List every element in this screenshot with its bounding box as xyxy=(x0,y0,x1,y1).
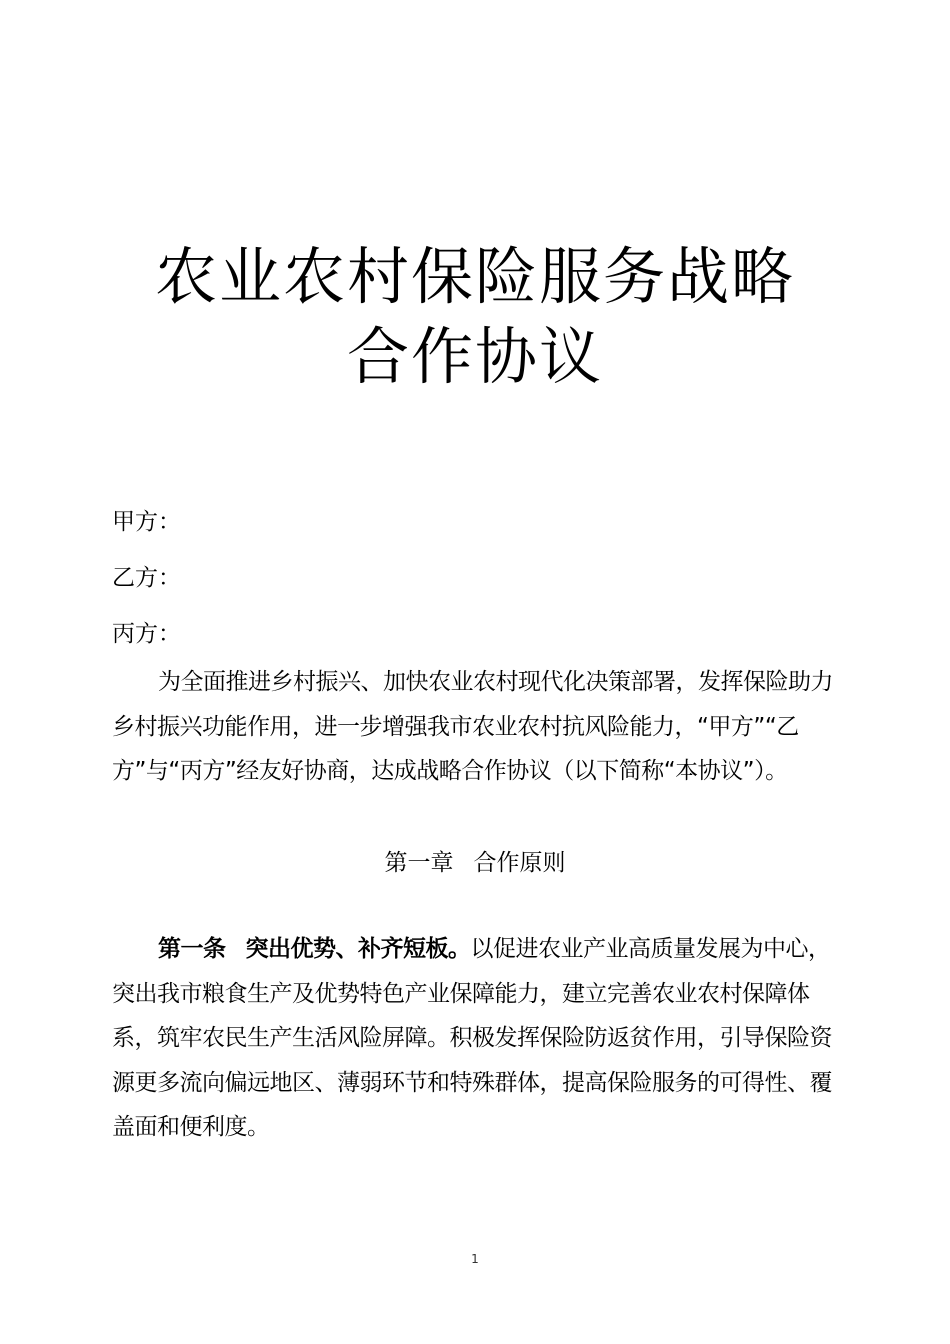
party-a-label: 甲方： xyxy=(112,509,181,535)
article-1-title: 突出优势、补齐短板。 xyxy=(245,936,471,962)
article-1-paragraph xyxy=(112,927,842,1150)
document-title-line2: 合作协议 xyxy=(346,320,603,393)
chapter-number: 第一章 xyxy=(384,850,454,876)
party-b-label: 乙方： xyxy=(112,565,181,591)
document-title-line1: 农业农村保险服务战略 xyxy=(154,240,795,313)
chapter-heading xyxy=(0,848,950,878)
party-c-label: 丙方： xyxy=(112,621,181,647)
article-1-heading xyxy=(158,936,471,962)
preamble-text: 为全面推进乡村振兴、加快农业农村现代化决策部署，发挥保险助力乡村振兴功能作用，进一步增强我市农业农村抗风险能力，“甲方”“乙方”与“丙方”经友好协商，达成战略合作协议（以下简称“本协议”）。 xyxy=(112,669,833,784)
preamble-paragraph xyxy=(112,660,842,794)
article-1-number: 第一条 xyxy=(158,936,226,962)
chapter-title: 合作原则 xyxy=(473,850,566,876)
article-1-text: 以促进农业产业高质量发展为中心，突出我市粮食生产及优势特色产业保障能力，建立完善农业农村保障体系，筑牢农民生产生活风险屏障。积极发挥保险防返贫作用，引导保险资源更多流向偏远地区、薄弱环节和特殊群体，提高保险服务的可得性、覆盖面和便利度。 xyxy=(112,936,832,1140)
page-number: 1 xyxy=(471,1252,479,1266)
